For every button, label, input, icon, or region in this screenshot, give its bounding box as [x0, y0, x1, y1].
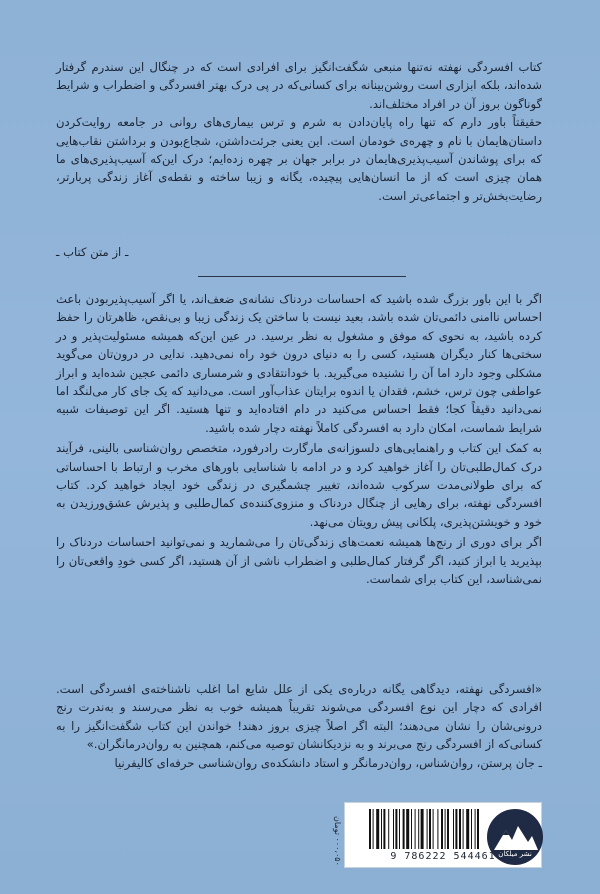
barcode-bar	[453, 809, 454, 849]
barcode-bar	[393, 809, 394, 849]
excerpt-source: ـ از متن کتاب ـ	[56, 245, 129, 259]
barcode-bar	[429, 809, 431, 849]
barcode-bar	[399, 809, 400, 849]
book-excerpt	[56, 58, 542, 205]
barcode-bar	[376, 809, 379, 849]
description-paragraph: اگر با این باور بزرگ شده باشید که احساسات دردناک نشانه‌ی ضعف‌اند، یا اگر آسیب‌پذیربودن باعث احساس ناامنی دائمی‌تان شده باشد، بعید نیست با ساختن یک زندگی زیبا و بی‌نقص، ظاهرتان را حفظ کرده باشید، به نحوی که موفق و مشغول به نظر برسید. در عین این‌که همیشه مسئولیت‌پذیر و در سختی‌ها کنار دیگران هستید، کسی را به دنیای درون خود راه نمی‌دهید. ندایی در درون‌تان می‌گوید مشکلی وجود دارد اما آن را نشنیده می‌گیرید. با خودانتقادی و شرمساری دائمی عجین شده‌اید و ابراز عواطفی چون ترس، خشم، فقدان یا اندوه برایتان عذاب‌آور است. می‌دانید که یک جای کار می‌لنگد اما نمی‌دانید دقیقاً کجا؛ فقط احساس می‌کنید در دام افتاده‌اید و تنها هستید. اگر این توصیفات شبیه شرایط شماست، امکان دارد به افسردگی کاملاً نهفته دچار شده باشید.	[56, 292, 542, 435]
endorsement-blurb	[56, 680, 542, 772]
barcode-bar	[445, 809, 446, 849]
barcode-bar	[447, 809, 449, 849]
barcode-bar	[383, 809, 385, 849]
barcode-bar	[415, 809, 416, 849]
description-paragraph: اگر برای دوری از رنج‌ها همیشه نعمت‌های زندگی‌تان را می‌شمارید و نمی‌توانید احساسات دردناک را بپذیرید یا ابراز کنید، اگر گرفتار کمال‌طلبی و اضطراب ناشی از آن هستید، اگر کسی خودِ واقعی‌تان را نمی‌شناسد، این کتاب برای شماست.	[56, 535, 542, 587]
barcode-bar	[373, 809, 374, 849]
barcode-bar	[433, 809, 434, 849]
barcode-bar	[411, 809, 412, 849]
barcode-bar	[421, 809, 424, 849]
barcode-bar	[395, 809, 397, 849]
barcode-bar	[388, 809, 389, 849]
publisher-name: نشر میلکان	[498, 850, 532, 858]
description-paragraph: به کمک این کتاب و راهنمایی‌های دلسوزانه‌ی مارگارت رادرفورد، متخصص روان‌شناسی بالینی، فرآیند درک کمال‌طلبی‌تان را آغاز خواهید کرد و در ادامه با شناسایی باورهای مخرب و ارتباط با احساساتی که برای طولانی‌مدت سرکوب شده‌اند، تغییر چشمگیری در زندگی خود ایجاد خواهید کرد. کتاب افسردگی نهفته، برای رهایی از چنگال دردناک و منزوی‌کننده‌ی کمال‌طلبی و پذیرش عشق‌ورزیدن به خود و خویشتن‌پذیری، پلکانی پیش رویتان می‌نهد.	[56, 441, 542, 529]
blurb-text: «افسردگی نهفته، دیدگاهی یگانه درباره‌ی یکی از علل شایع اما اغلب ناشناخته‌ی افسردگی است. افرادی که دچار این نوع افسردگی می‌شوند تقریباً همیشه خوب به نظر می‌رسند و به‌ندرت رنج درونی‌شان را نشان می‌دهند؛ البته اگر اصلاً چیزی بروز دهند! خواندن این کتاب شگفت‌انگیز را به کسانی‌که از افسردگی رنج می‌برند و به نزدیکانشان توصیه می‌کنم، همچنین به روان‌درمانگران.»	[56, 682, 542, 752]
barcode-bar	[459, 809, 461, 849]
barcode-bar	[381, 809, 382, 849]
barcode-bar	[437, 809, 438, 849]
book-description	[56, 290, 542, 591]
barcode-bar	[427, 809, 428, 849]
barcode-digits: 9 786222 544461	[390, 851, 496, 862]
barcode-bar	[477, 809, 479, 849]
barcode-bar	[406, 809, 409, 849]
barcode-bar	[455, 809, 457, 849]
barcode-bar	[466, 809, 469, 849]
barcode-bar	[463, 809, 464, 849]
excerpt-paragraph: کتاب افسردگی نهفته نه‌تنها منبعی شگفت‌انگیز برای افرادی است که در چنگال این سندرم گرفتار شده‌اند، بلکه ابزاری است روشن‌بینانه برای کسانی‌که در پی درک بهتر افسردگی و اضطراب و شرایط گوناگون بروز آن در افراد مختلف‌اند.	[56, 60, 542, 111]
excerpt-paragraph: حقیقتاً باور دارم که تنها راه پایان‌دادن به شرم و ترس بیماری‌های روانی در جامعه روایت‌کردن داستان‌هایمان با نام و چهره‌ی خودمان است. این یعنی جرئت‌داشتن، شجاع‌بودن و برداشتن نقاب‌هایی که برای پوشاندن آسیب‌پذیری‌هایمان در برابر جهان بر چهره زده‌ایم؛ درک این‌که آسیب‌پذیری‌های ما همان چیزی است که از ما انسان‌هایی پیچیده، یگانه و زیبا ساخته و نقطه‌ی آغاز زندگی پربارتر، رضایت‌بخش‌تر و اجتماعی‌تر است.	[56, 115, 542, 203]
barcode-bar	[369, 809, 371, 849]
barcode-bar	[475, 809, 476, 849]
barcode-bar	[471, 809, 472, 849]
barcode-bar	[441, 809, 443, 849]
blurb-source: ـ جان پرستن، روان‌شناس، روان‌درمانگر و استاد دانشکده‌ی روان‌شناسی حرفه‌ای کالیفرنیا	[114, 755, 542, 770]
price-label: ۰۰۰،۰۵۰ تومان	[333, 816, 342, 866]
barcode-bar	[418, 809, 419, 849]
barcode-bar	[403, 809, 405, 849]
section-divider	[198, 276, 406, 277]
